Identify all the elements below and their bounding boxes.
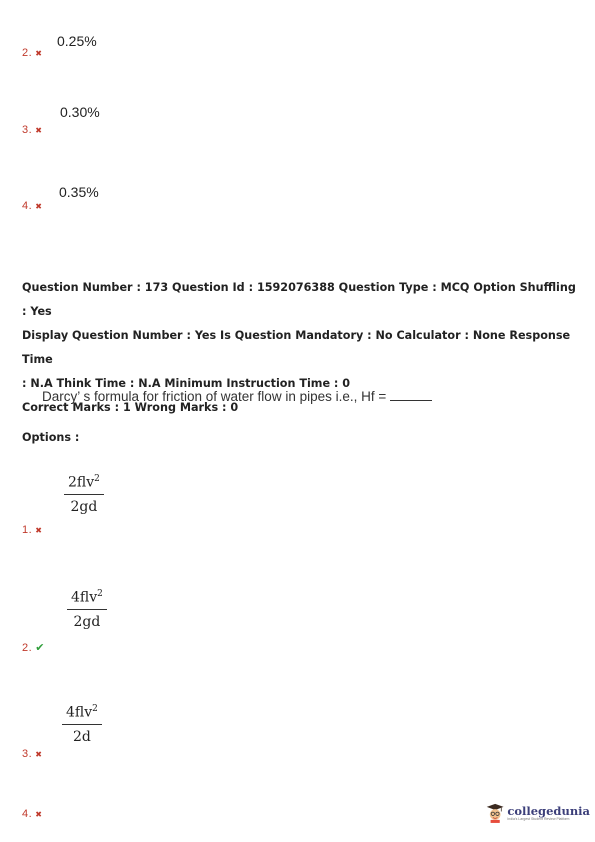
wrong-mark-icon: ✖ — [35, 810, 43, 819]
option-4-number — [22, 200, 42, 212]
question-text-label: Darcy’ s formula for friction of water flow in pipes i.e., Hf = — [42, 389, 387, 404]
formula-numerator: 4flv$^2$ — [67, 589, 107, 610]
option-number-label: 4. — [22, 200, 33, 212]
question-meta-line: Question Number : 173 Question Id : 1592076388 Question Type : MCQ Option Shuffling : Yes — [22, 281, 576, 318]
correct-mark-icon: ✔ — [35, 642, 45, 654]
graduate-cap-icon — [486, 800, 504, 826]
formula-numerator: 2flv$^2$ — [64, 474, 104, 495]
formula-denominator: 2gd — [73, 613, 101, 630]
option-3-number — [22, 748, 42, 760]
option-1-formula — [64, 474, 104, 515]
option-2-number — [22, 47, 42, 59]
option-2-formula — [67, 589, 107, 630]
wrong-mark-icon: ✖ — [35, 750, 43, 759]
option-1-number — [22, 524, 42, 536]
option-number-label: 3. — [22, 748, 33, 760]
question-text — [42, 389, 432, 404]
option-number-label: 2. — [22, 47, 33, 59]
option-number-label: 2. — [22, 642, 33, 654]
option-4b-number — [22, 808, 42, 820]
option-2-value: 0.25% — [57, 33, 97, 49]
wrong-mark-icon: ✖ — [35, 49, 43, 58]
wrong-mark-icon: ✖ — [35, 526, 43, 535]
logo-tagline: India's Largest Student Review Platform — [507, 816, 570, 821]
question-meta-line: : N.A Think Time : N.A Minimum Instruction Time : 0 — [22, 377, 351, 390]
option-3-formula — [62, 704, 102, 745]
option-3-value: 0.30% — [60, 104, 100, 120]
formula-denominator: 2gd — [70, 498, 98, 515]
question-meta-line: Display Question Number : Yes Is Question Mandatory : No Calculator : None Response Time — [22, 329, 571, 366]
formula-numerator: 4flv$^2$ — [62, 704, 102, 725]
option-3-number — [22, 124, 42, 136]
option-4-value: 0.35% — [59, 184, 99, 200]
option-number-label: 1. — [22, 524, 33, 536]
question-marks-line: Correct Marks : 1 Wrong Marks : 0 — [22, 401, 239, 414]
options-label: Options : — [22, 431, 80, 444]
logo-name: collegedunia — [507, 803, 590, 818]
option-number-label: 4. — [22, 808, 33, 820]
wrong-mark-icon: ✖ — [35, 126, 43, 135]
formula-denominator: 2d — [73, 728, 91, 745]
option-2-number — [22, 641, 45, 654]
collegedunia-logo — [486, 800, 590, 826]
answer-blank — [390, 390, 432, 401]
option-number-label: 3. — [22, 124, 33, 136]
wrong-mark-icon: ✖ — [35, 202, 43, 211]
